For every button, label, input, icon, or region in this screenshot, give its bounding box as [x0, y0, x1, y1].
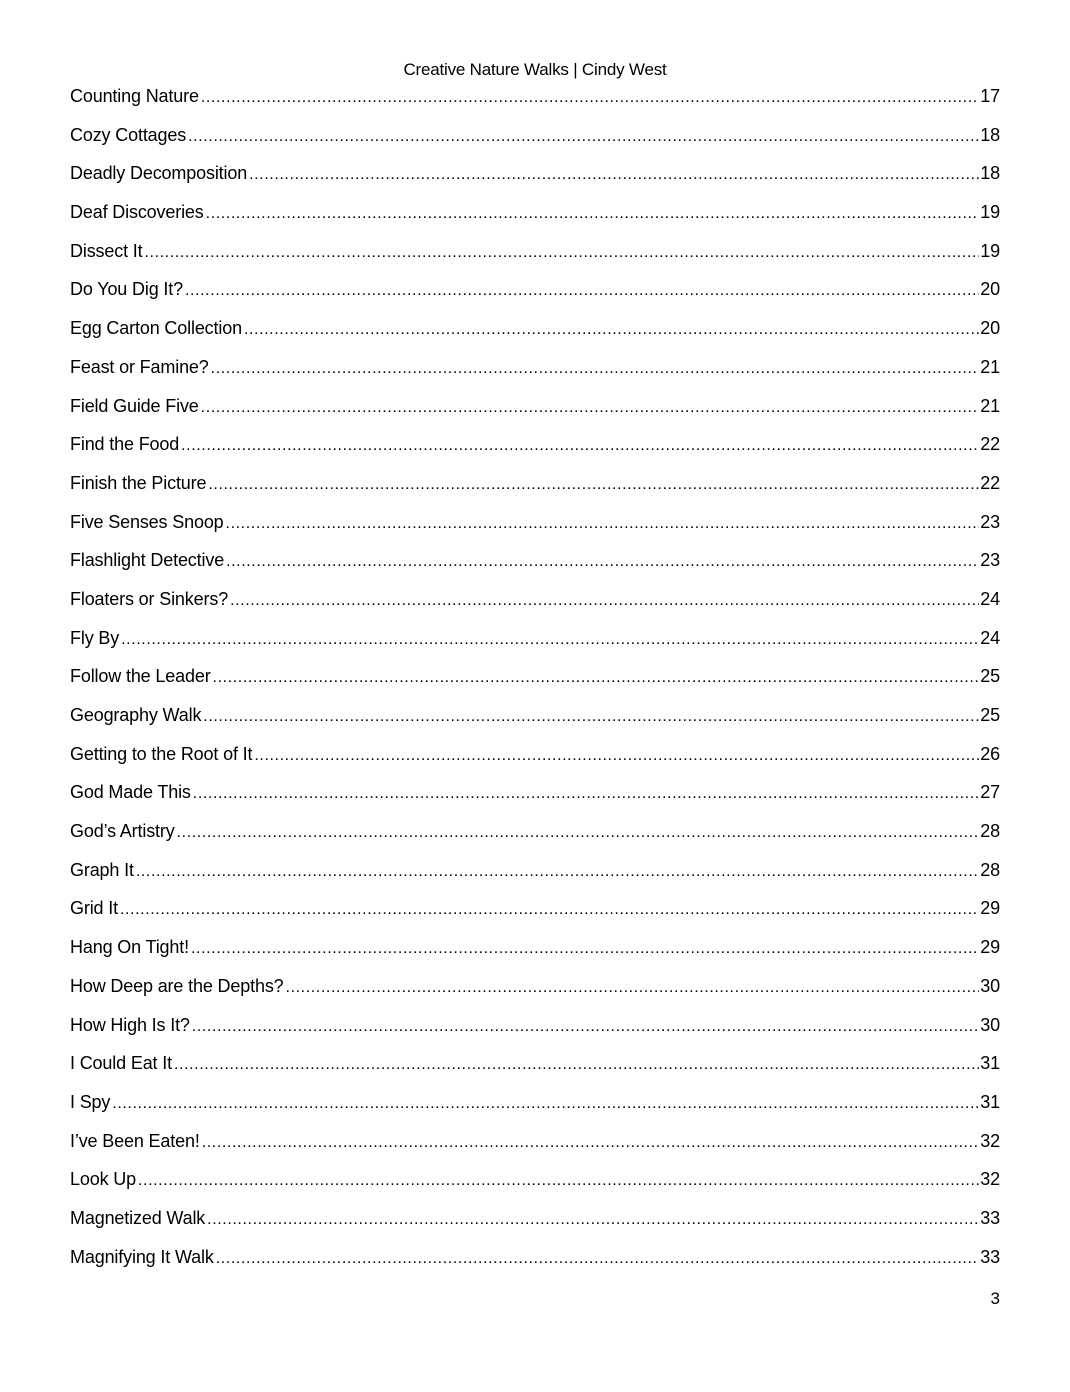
toc-entry-page[interactable]: 26: [980, 743, 1000, 764]
toc-entry-page[interactable]: 29: [980, 898, 1000, 919]
toc-entry[interactable]: [70, 510, 1000, 549]
toc-entry[interactable]: [70, 200, 1000, 239]
dot-leader: [230, 589, 979, 613]
dot-leader: [216, 1247, 980, 1271]
dot-leader: [120, 898, 979, 922]
toc-entry[interactable]: [70, 587, 1000, 626]
dot-leader: [202, 1131, 980, 1155]
dot-leader: [226, 550, 979, 574]
toc-entry[interactable]: [70, 703, 1000, 742]
dot-leader: [213, 666, 980, 690]
dot-leader: [191, 937, 979, 961]
toc-entry[interactable]: [70, 1051, 1000, 1090]
toc-entry-page[interactable]: 24: [980, 588, 1000, 609]
toc-entry-page[interactable]: 30: [980, 975, 1000, 996]
toc-entry[interactable]: [70, 935, 1000, 974]
toc-entry-title[interactable]: Do You Dig It?: [70, 279, 183, 300]
toc-entry-page[interactable]: 29: [980, 937, 1000, 958]
page-number: 3: [990, 1289, 1000, 1308]
toc-entry-title[interactable]: Counting Nature: [70, 86, 199, 106]
dot-leader: [138, 1169, 979, 1193]
toc-entry[interactable]: [70, 858, 1000, 897]
toc-entry-page[interactable]: 27: [980, 782, 1000, 803]
dot-leader: [188, 125, 979, 149]
toc-entry[interactable]: [70, 1206, 1000, 1245]
toc-entry-title[interactable]: Magnetized Walk: [70, 1207, 206, 1228]
toc-entry[interactable]: [70, 819, 1000, 858]
toc-entry-page[interactable]: 33: [980, 1246, 1000, 1267]
toc-entry-page[interactable]: 31: [980, 1091, 1000, 1112]
toc-entry[interactable]: [70, 355, 1000, 394]
toc-entry[interactable]: [70, 1013, 1000, 1052]
toc-entry-page[interactable]: 25: [980, 666, 1000, 687]
toc-entry[interactable]: [70, 664, 1000, 703]
dot-leader: [244, 318, 979, 342]
toc-entry[interactable]: [70, 896, 1000, 935]
toc-entry-title[interactable]: Egg Carton Collection: [70, 318, 242, 339]
toc-entry-title[interactable]: Follow the Leader: [70, 666, 211, 687]
toc-entry-page[interactable]: 32: [980, 1169, 1000, 1190]
dot-leader: [203, 705, 979, 729]
toc-entry-title[interactable]: How High Is It?: [70, 1014, 190, 1035]
toc-entry-page[interactable]: 21: [980, 356, 1000, 377]
toc-entry-title[interactable]: Fly By: [70, 627, 120, 648]
toc-entry[interactable]: [70, 626, 1000, 665]
toc-entry-page[interactable]: 19: [980, 202, 1000, 223]
toc-entry-page[interactable]: 25: [980, 705, 1000, 725]
dot-leader: [136, 860, 979, 884]
toc-entry-page[interactable]: 18: [980, 124, 1000, 145]
toc-entry-title[interactable]: I Could Eat It: [70, 1053, 172, 1074]
toc-entry-title[interactable]: Getting to the Root of It: [70, 743, 253, 764]
dot-leader: [206, 202, 980, 226]
table-of-contents: [70, 84, 1000, 1283]
dot-leader: [286, 976, 980, 1000]
toc-entry-title[interactable]: Dissect It: [70, 240, 143, 261]
dot-leader: [201, 86, 979, 110]
dot-leader: [211, 357, 980, 381]
toc-entry[interactable]: [70, 316, 1000, 355]
toc-entry-title[interactable]: Deaf Discoveries: [70, 202, 204, 223]
dot-leader: [193, 782, 979, 806]
toc-entry-page[interactable]: 23: [980, 511, 1000, 532]
toc-entry-page[interactable]: 30: [980, 1014, 1000, 1035]
toc-entry-page[interactable]: 22: [980, 472, 1000, 493]
toc-entry-title[interactable]: Magnifying It Walk: [70, 1246, 214, 1267]
dot-leader: [174, 1053, 979, 1077]
toc-entry-page[interactable]: 17: [980, 86, 1000, 106]
toc-entry[interactable]: [70, 1167, 1000, 1206]
toc-entry-title[interactable]: God’s Artistry: [70, 821, 175, 842]
toc-entry-page[interactable]: 19: [980, 240, 1000, 261]
toc-entry-title[interactable]: Field Guide Five: [70, 395, 199, 416]
toc-entry-title[interactable]: Cozy Cottages: [70, 124, 187, 145]
toc-entry-title[interactable]: Feast or Famine?: [70, 356, 209, 377]
dot-leader: [226, 512, 980, 536]
toc-entry[interactable]: [70, 1090, 1000, 1129]
dot-leader: [112, 1092, 979, 1116]
dot-leader: [185, 279, 979, 303]
toc-entry[interactable]: [70, 432, 1000, 471]
running-header: Creative Nature Walks | Cindy West: [403, 60, 667, 79]
toc-entry[interactable]: [70, 84, 1000, 123]
dot-leader: [177, 821, 980, 845]
toc-entry-page[interactable]: 22: [980, 434, 1000, 455]
dot-leader: [121, 628, 979, 652]
toc-entry-title[interactable]: Floaters or Sinkers?: [70, 588, 229, 609]
toc-entry-page[interactable]: 33: [980, 1207, 1000, 1228]
dot-leader: [181, 434, 979, 458]
toc-entry-page[interactable]: 31: [980, 1053, 1000, 1074]
toc-entry[interactable]: [70, 277, 1000, 316]
toc-entry-title[interactable]: Graph It: [70, 859, 134, 880]
toc-entry[interactable]: [70, 780, 1000, 819]
toc-entry-title[interactable]: Finish the Picture: [70, 472, 207, 493]
toc-entry[interactable]: [70, 161, 1000, 200]
toc-entry[interactable]: [70, 123, 1000, 162]
toc-entry-title[interactable]: Deadly Decomposition: [70, 163, 248, 184]
toc-entry[interactable]: [70, 548, 1000, 587]
toc-entry-title[interactable]: Five Senses Snoop: [70, 511, 224, 532]
toc-entry-title[interactable]: Grid It: [70, 898, 118, 919]
toc-entry-title[interactable]: How Deep are the Depths?: [70, 975, 284, 996]
toc-entry[interactable]: [70, 394, 1000, 433]
toc-entry-page[interactable]: 20: [980, 279, 1000, 300]
toc-entry-page[interactable]: 20: [980, 318, 1000, 339]
dot-leader: [145, 241, 980, 265]
dot-leader: [207, 1208, 979, 1232]
toc-entry-title[interactable]: Hang On Tight!: [70, 937, 189, 958]
toc-entry[interactable]: [70, 742, 1000, 781]
toc-entry-page[interactable]: 21: [980, 395, 1000, 416]
toc-entry[interactable]: [70, 239, 1000, 278]
toc-entry-title[interactable]: Geography Walk: [70, 705, 202, 725]
toc-entry[interactable]: [70, 1245, 1000, 1284]
toc-entry-page[interactable]: 24: [980, 627, 1000, 648]
toc-entry-title[interactable]: Look Up: [70, 1169, 136, 1190]
toc-entry-page[interactable]: 18: [980, 163, 1000, 184]
toc-entry-page[interactable]: 32: [980, 1130, 1000, 1151]
toc-entry[interactable]: [70, 974, 1000, 1013]
toc-entry-title[interactable]: Flashlight Detective: [70, 550, 225, 571]
toc-entry-page[interactable]: 28: [980, 821, 1000, 842]
dot-leader: [208, 473, 979, 497]
dot-leader: [254, 744, 979, 768]
dot-leader: [249, 163, 979, 187]
toc-entry[interactable]: [70, 1129, 1000, 1168]
toc-entry-title[interactable]: I’ve Been Eaten!: [70, 1130, 200, 1151]
toc-entry-title[interactable]: Find the Food: [70, 434, 180, 455]
toc-entry-page[interactable]: 28: [980, 859, 1000, 880]
dot-leader: [192, 1015, 979, 1039]
dot-leader: [201, 396, 980, 420]
toc-entry-title[interactable]: God Made This: [70, 782, 191, 803]
toc-entry[interactable]: [70, 471, 1000, 510]
toc-entry-title[interactable]: I Spy: [70, 1091, 111, 1112]
toc-entry-page[interactable]: 23: [980, 550, 1000, 571]
